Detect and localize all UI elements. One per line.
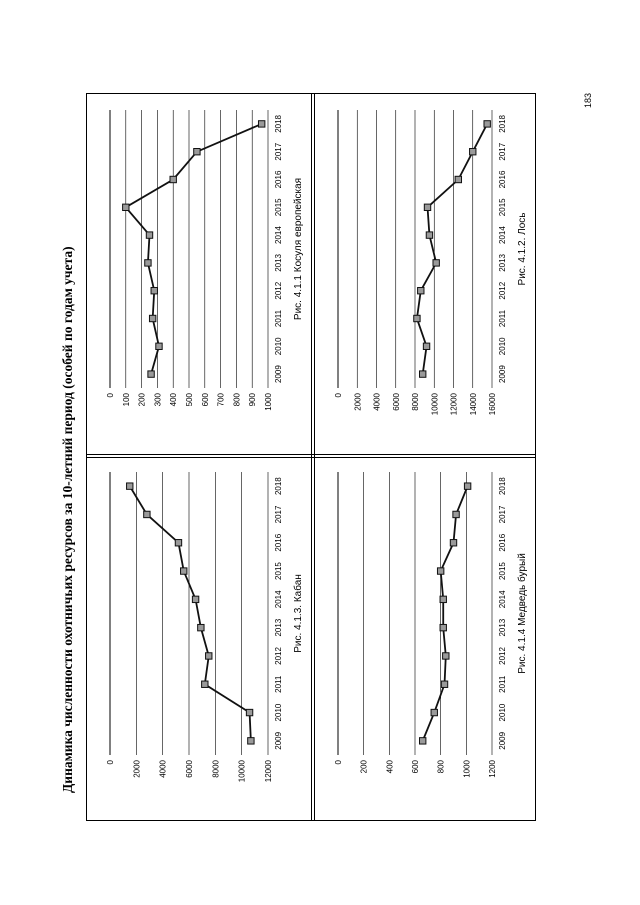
data-point xyxy=(437,568,443,574)
category-tick-label: 2012 xyxy=(498,647,507,665)
value-tick-label: 800 xyxy=(232,393,242,407)
series-line xyxy=(130,486,251,741)
data-point xyxy=(149,315,155,321)
value-tick-label: 0 xyxy=(334,760,343,765)
page-number: 183 xyxy=(583,92,593,108)
category-tick-label: 2010 xyxy=(274,703,283,722)
data-point xyxy=(440,624,446,630)
category-tick-label: 2017 xyxy=(274,142,283,161)
data-point xyxy=(443,653,449,659)
data-point xyxy=(440,596,446,602)
data-point xyxy=(206,653,212,659)
category-tick-label: 2013 xyxy=(498,254,507,272)
chart-moose xyxy=(318,100,532,450)
category-tick-label: 2018 xyxy=(498,477,507,496)
category-tick-label: 2009 xyxy=(274,731,283,750)
value-tick-label: 0 xyxy=(106,760,115,765)
data-point xyxy=(441,681,447,687)
category-tick-label: 2012 xyxy=(274,647,283,665)
value-tick-label: 800 xyxy=(436,760,446,774)
data-point xyxy=(426,232,432,238)
data-point xyxy=(431,709,437,715)
data-point xyxy=(414,315,420,321)
value-tick-label: 4000 xyxy=(372,393,382,411)
value-tick-label: 0 xyxy=(334,393,343,398)
value-tick-label: 200 xyxy=(359,760,369,774)
category-tick-label: 2015 xyxy=(274,562,283,580)
data-point xyxy=(470,149,476,155)
chart-caption: Рис. 4.1.2. Лось xyxy=(517,212,528,286)
value-tick-label: 900 xyxy=(248,393,258,407)
category-tick-label: 2015 xyxy=(274,198,283,217)
data-point xyxy=(420,738,426,744)
value-tick-label: 4000 xyxy=(158,760,168,778)
series-line xyxy=(423,486,468,741)
chart-roe-deer xyxy=(90,100,308,450)
category-tick-label: 2011 xyxy=(274,309,283,328)
category-tick-label: 2010 xyxy=(274,337,283,356)
data-point xyxy=(258,121,264,127)
value-tick-label: 700 xyxy=(216,393,226,407)
category-tick-label: 2016 xyxy=(274,170,283,189)
data-point xyxy=(484,121,490,127)
value-tick-label: 16000 xyxy=(488,393,497,416)
category-tick-label: 2015 xyxy=(498,562,507,580)
category-tick-label: 2011 xyxy=(498,309,507,328)
value-tick-label: 2000 xyxy=(353,393,363,411)
value-tick-label: 12000 xyxy=(264,760,273,783)
value-tick-label: 300 xyxy=(153,393,163,407)
data-point xyxy=(455,176,461,182)
data-point xyxy=(181,568,187,574)
data-point xyxy=(420,371,426,377)
category-tick-label: 2017 xyxy=(274,505,283,524)
value-tick-label: 2000 xyxy=(132,760,142,778)
data-point xyxy=(198,624,204,630)
value-tick-label: 8000 xyxy=(211,760,221,778)
data-point xyxy=(202,681,208,687)
value-tick-label: 12000 xyxy=(449,393,459,416)
category-tick-label: 2009 xyxy=(274,365,283,383)
category-tick-label: 2013 xyxy=(274,618,283,637)
category-tick-label: 2012 xyxy=(274,281,283,300)
category-tick-label: 2009 xyxy=(498,731,507,750)
data-point xyxy=(418,288,424,294)
chart-wild-boar xyxy=(90,462,308,817)
series-line xyxy=(126,124,262,374)
chart-brown-bear xyxy=(318,462,532,817)
data-point xyxy=(151,288,157,294)
category-tick-label: 2011 xyxy=(498,675,507,693)
series-line xyxy=(417,124,487,374)
value-tick-label: 6000 xyxy=(185,760,194,778)
category-tick-label: 2017 xyxy=(498,505,507,524)
value-tick-label: 1000 xyxy=(264,393,273,411)
category-tick-label: 2012 xyxy=(498,281,507,300)
chart-caption: Рис. 4.1.4 Медведь бурый xyxy=(517,553,528,674)
category-tick-label: 2018 xyxy=(498,115,507,133)
category-tick-label: 2014 xyxy=(274,226,283,244)
value-tick-label: 200 xyxy=(137,393,147,407)
chart-caption: Рис. 4.1.1 Косуля европейская xyxy=(293,177,304,321)
data-point xyxy=(192,596,198,602)
category-tick-label: 2018 xyxy=(274,477,283,496)
category-tick-label: 2014 xyxy=(498,226,507,244)
data-point xyxy=(424,204,430,210)
data-point xyxy=(464,483,470,489)
data-point xyxy=(156,343,162,349)
category-tick-label: 2015 xyxy=(498,198,507,217)
data-point xyxy=(146,232,152,238)
data-point xyxy=(175,540,181,546)
data-point xyxy=(144,511,150,517)
category-tick-label: 2014 xyxy=(498,590,507,609)
value-tick-label: 400 xyxy=(385,760,395,774)
value-tick-label: 1000 xyxy=(462,760,472,778)
data-point xyxy=(148,371,154,377)
category-tick-label: 2016 xyxy=(274,533,283,552)
value-tick-label: 1200 xyxy=(488,760,497,778)
category-tick-label: 2016 xyxy=(498,533,507,552)
data-point xyxy=(246,709,252,715)
data-point xyxy=(433,260,439,266)
value-tick-label: 0 xyxy=(106,393,115,398)
value-tick-label: 10000 xyxy=(430,393,440,416)
category-tick-label: 2011 xyxy=(274,675,283,693)
value-tick-label: 600 xyxy=(411,760,420,774)
chart-caption: Рис. 4.1.3. Кабан xyxy=(293,574,304,653)
category-tick-label: 2014 xyxy=(274,590,283,609)
data-point xyxy=(453,511,459,517)
data-point xyxy=(450,540,456,546)
data-point xyxy=(127,483,133,489)
value-tick-label: 100 xyxy=(121,393,131,407)
data-point xyxy=(170,176,176,182)
value-tick-label: 6000 xyxy=(391,393,401,411)
value-tick-label: 14000 xyxy=(468,393,478,416)
category-tick-label: 2013 xyxy=(498,618,507,637)
category-tick-label: 2009 xyxy=(498,365,507,383)
value-tick-label: 8000 xyxy=(411,393,420,411)
page-title: Динамика численности охотничьих ресурсов за 10-летний период (особей по годам учета) xyxy=(60,246,75,793)
data-point xyxy=(145,260,151,266)
value-tick-label: 600 xyxy=(200,393,210,407)
value-tick-label: 500 xyxy=(185,393,194,407)
category-tick-label: 2016 xyxy=(498,170,507,189)
horizontal-divider xyxy=(86,454,536,458)
data-point xyxy=(423,343,429,349)
data-point xyxy=(248,738,254,744)
category-tick-label: 2013 xyxy=(274,254,283,272)
data-point xyxy=(123,204,129,210)
category-tick-label: 2010 xyxy=(498,337,507,356)
data-point xyxy=(194,149,200,155)
category-tick-label: 2018 xyxy=(274,115,283,133)
category-tick-label: 2010 xyxy=(498,703,507,722)
category-tick-label: 2017 xyxy=(498,142,507,161)
value-tick-label: 10000 xyxy=(237,760,247,783)
value-tick-label: 400 xyxy=(169,393,179,407)
